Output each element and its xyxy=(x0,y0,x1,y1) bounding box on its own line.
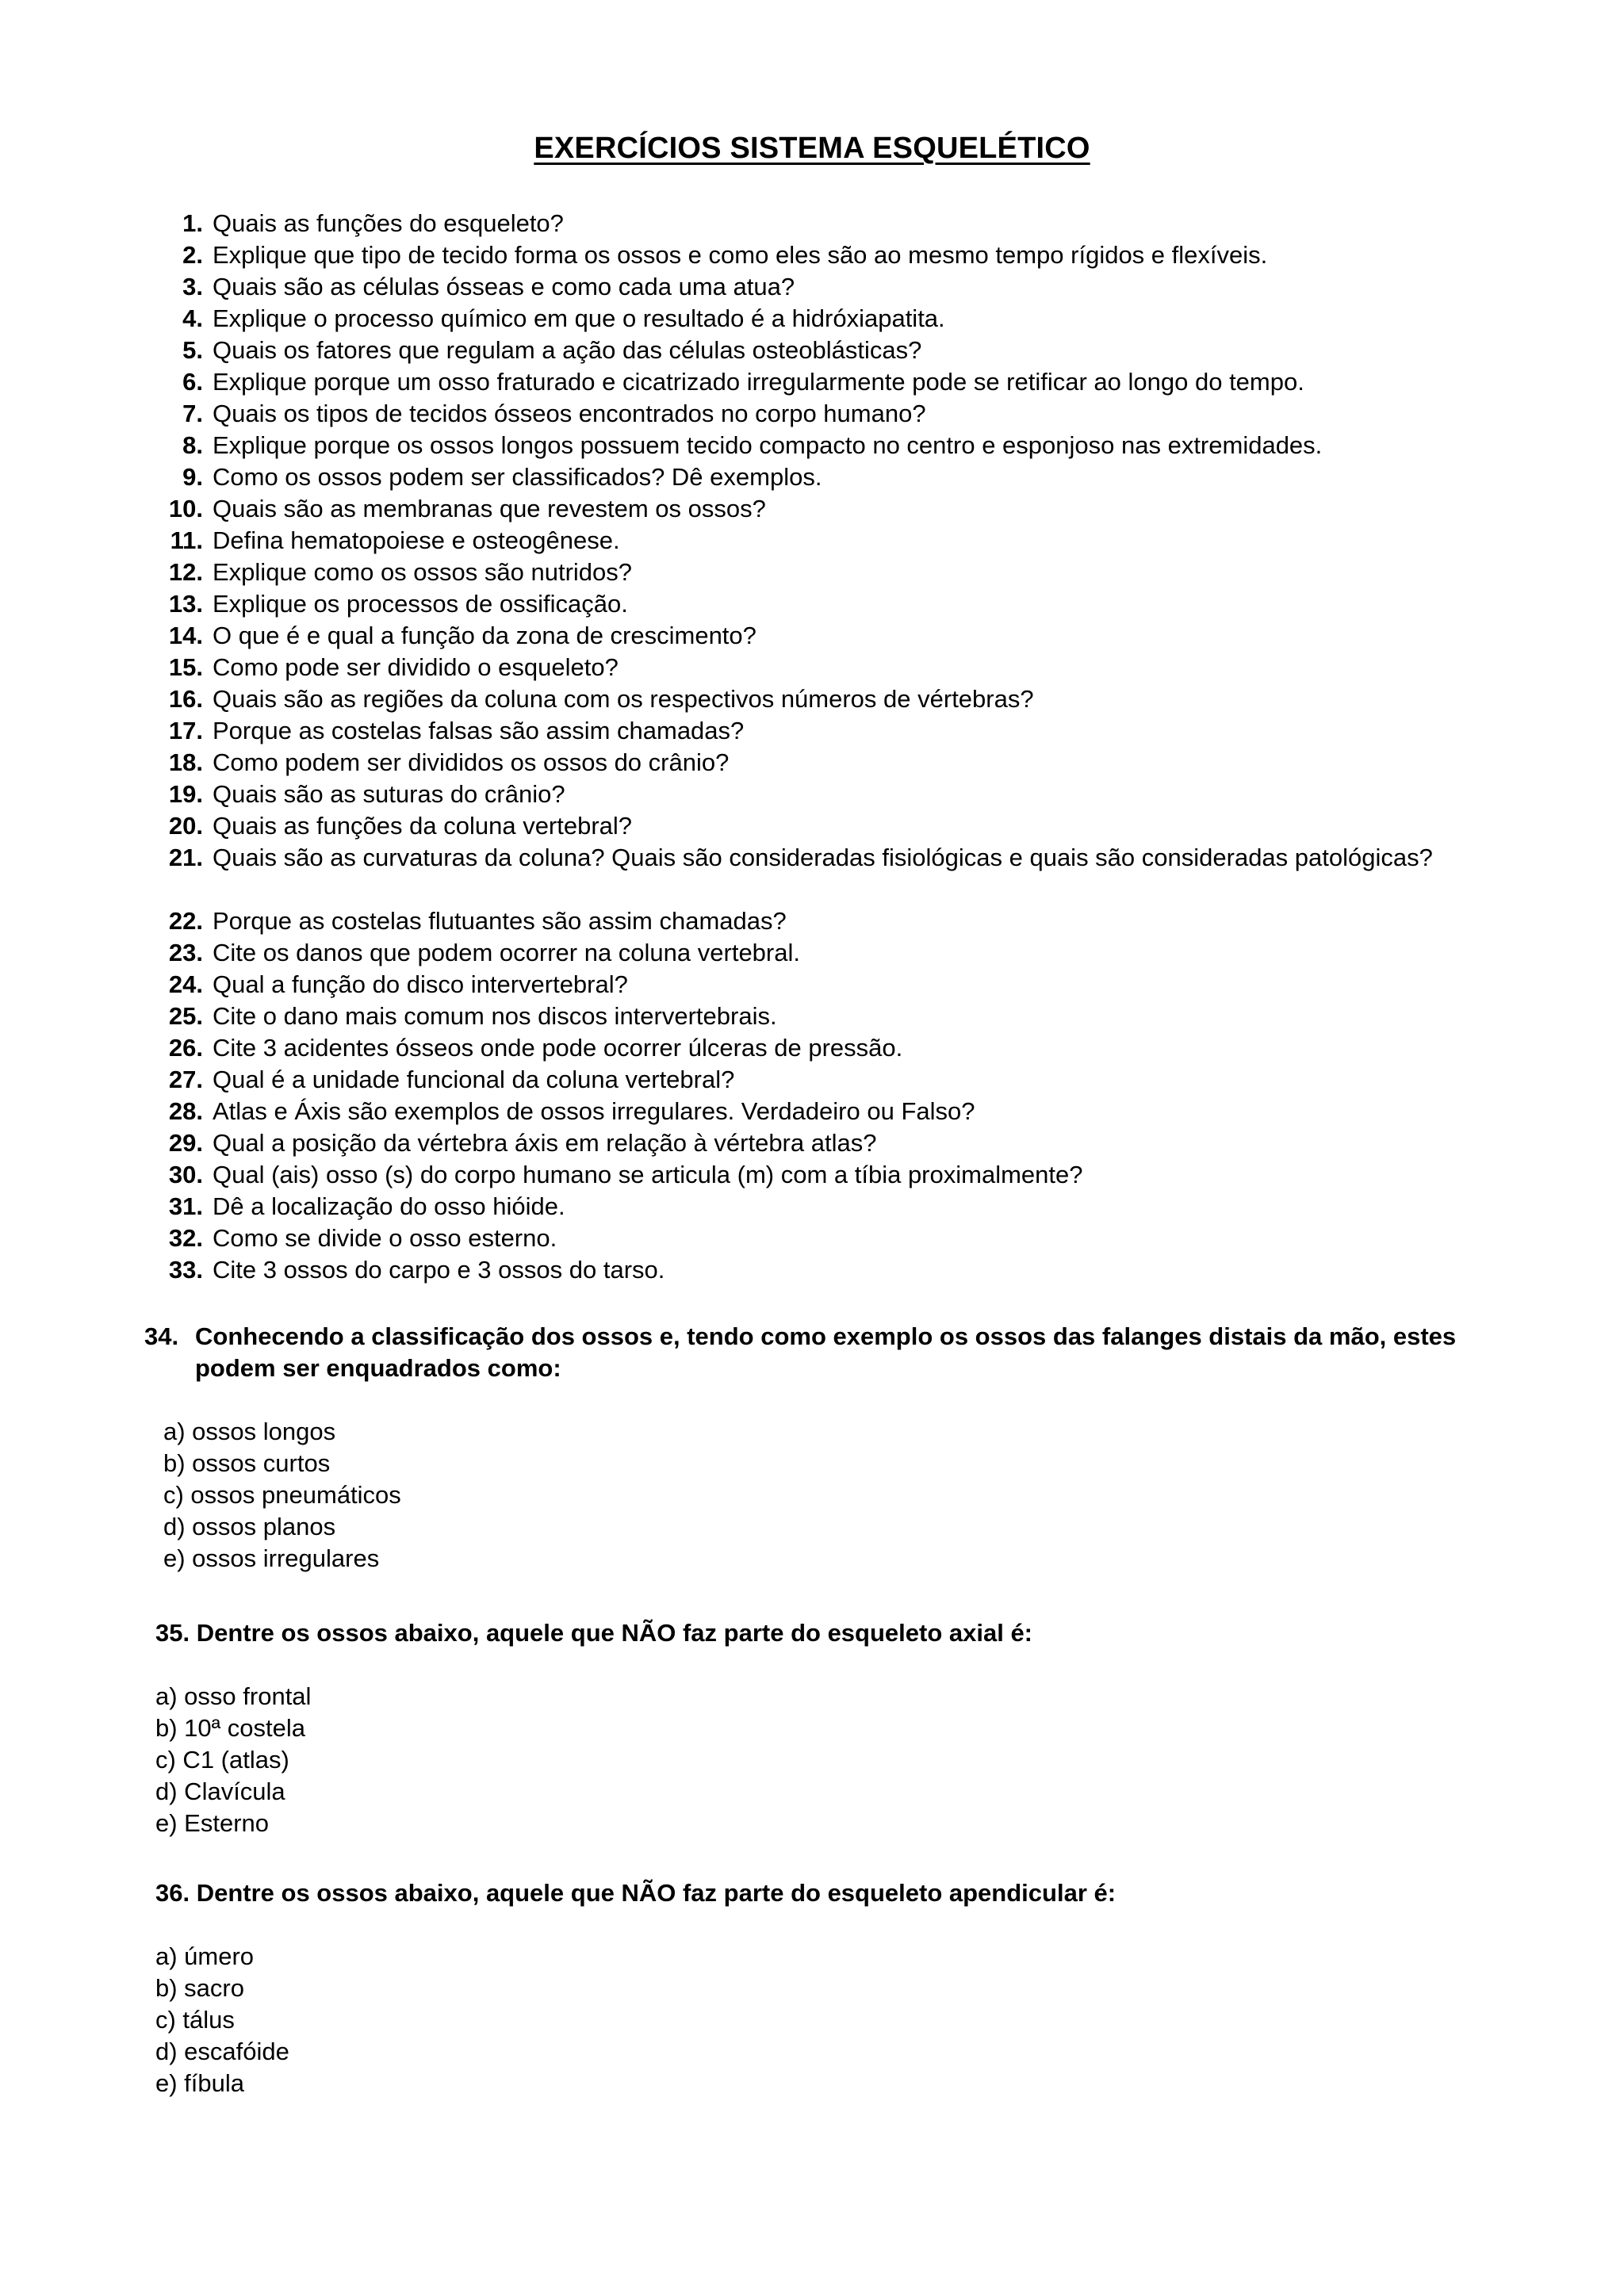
question-number: 8. xyxy=(182,431,203,459)
question-number: 33. xyxy=(168,1256,203,1284)
question-text: Defina hematopoiese e osteogênese. xyxy=(213,526,620,554)
question-35-block xyxy=(155,1617,1503,1839)
question-number: 2. xyxy=(182,241,203,269)
question-number: 27. xyxy=(168,1066,203,1093)
question-number: 26. xyxy=(168,1034,203,1062)
question-item xyxy=(152,335,1484,366)
question-list xyxy=(152,208,1484,1286)
question-text: Cite os danos que podem ocorrer na coluna vertebral. xyxy=(213,939,800,966)
question-text: Cite 3 ossos do carpo e 3 ossos do tarso. xyxy=(213,1256,665,1284)
option-c: c) C1 (atlas) xyxy=(155,1746,289,1774)
question-number: 28. xyxy=(168,1097,203,1125)
question-text: Qual a posição da vértebra áxis em relação à vértebra atlas? xyxy=(213,1129,877,1157)
question-34-options xyxy=(144,1416,1492,1575)
question-text: Dê a localização do osso hióide. xyxy=(213,1192,565,1220)
question-item xyxy=(152,1127,1484,1159)
question-item xyxy=(152,620,1484,652)
question-number: 11. xyxy=(170,526,203,554)
question-number: 23. xyxy=(168,939,203,966)
question-text: Cite 3 acidentes ósseos onde pode ocorrer úlceras de pressão. xyxy=(213,1034,903,1062)
question-text: Como os ossos podem ser classificados? Dê exemplos. xyxy=(213,463,822,491)
question-number: 12. xyxy=(168,558,203,586)
option-e: e) ossos irregulares xyxy=(163,1544,380,1572)
question-number: 22. xyxy=(168,907,203,935)
question-36-stem: 36. Dentre os ossos abaixo, aquele que NÃO faz parte do esqueleto apendicular é: xyxy=(155,1879,1116,1907)
question-item xyxy=(152,1032,1484,1064)
question-text: Quais são as membranas que revestem os ossos? xyxy=(213,495,766,522)
question-number: 10. xyxy=(168,495,203,522)
option-c: c) ossos pneumáticos xyxy=(163,1481,401,1509)
option-a: a) ossos longos xyxy=(163,1418,336,1445)
option-a: a) osso frontal xyxy=(155,1682,312,1710)
question-item xyxy=(152,398,1484,430)
question-item xyxy=(152,525,1484,557)
question-item xyxy=(152,366,1484,398)
question-number: 5. xyxy=(182,336,203,364)
question-item xyxy=(152,747,1484,779)
question-34-number: 34. xyxy=(144,1322,179,1350)
question-item xyxy=(152,557,1484,588)
question-item xyxy=(152,430,1484,461)
question-item xyxy=(152,1254,1484,1286)
question-text: Porque as costelas falsas são assim chamadas? xyxy=(213,717,745,744)
question-number: 18. xyxy=(168,748,203,776)
question-text: O que é e qual a função da zona de crescimento? xyxy=(213,622,756,649)
question-number: 31. xyxy=(168,1192,203,1220)
question-item xyxy=(152,271,1484,303)
page-title: EXERCÍCIOS SISTEMA ESQUELÉTICO xyxy=(534,132,1090,165)
question-item xyxy=(152,1223,1484,1254)
question-number: 30. xyxy=(168,1161,203,1188)
question-text: Explique os processos de ossificação. xyxy=(213,590,628,618)
question-36-block xyxy=(155,1877,1503,2099)
question-text: Como se divide o osso esterno. xyxy=(213,1224,557,1252)
question-text: Porque as costelas flutuantes são assim chamadas? xyxy=(213,907,787,935)
question-item xyxy=(152,652,1484,683)
question-text: Atlas e Áxis são exemplos de ossos irregulares. Verdadeiro ou Falso? xyxy=(213,1097,975,1125)
question-item xyxy=(152,1064,1484,1096)
question-34-block xyxy=(144,1321,1492,1575)
question-number: 20. xyxy=(168,812,203,840)
question-number: 6. xyxy=(182,368,203,396)
question-item xyxy=(152,905,1484,937)
option-b: b) sacro xyxy=(155,1974,244,2002)
question-item xyxy=(152,779,1484,810)
question-number: 14. xyxy=(168,622,203,649)
option-d: d) escafóide xyxy=(155,2038,289,2065)
question-text: Explique como os ossos são nutridos? xyxy=(213,558,633,586)
question-text: Quais os fatores que regulam a ação das células osteoblásticas? xyxy=(213,336,922,364)
question-number: 9. xyxy=(182,463,203,491)
option-b: b) 10ª costela xyxy=(155,1714,305,1742)
question-item xyxy=(152,937,1484,969)
question-text: Quais as funções do esqueleto? xyxy=(213,209,564,237)
question-number: 4. xyxy=(182,304,203,332)
question-text: Explique o processo químico em que o resultado é a hidróxiapatita. xyxy=(213,304,945,332)
question-number: 29. xyxy=(168,1129,203,1157)
question-item xyxy=(152,493,1484,525)
question-item xyxy=(152,969,1484,1001)
question-text: Qual a função do disco intervertebral? xyxy=(213,970,628,998)
question-number: 13. xyxy=(168,590,203,618)
question-text: Qual é a unidade funcional da coluna vertebral? xyxy=(213,1066,735,1093)
question-text: Explique porque um osso fraturado e cicatrizado irregularmente pode se retificar ao longo do tempo. xyxy=(213,368,1304,396)
question-text: Explique porque os ossos longos possuem tecido compacto no centro e esponjoso nas extremidades. xyxy=(213,431,1323,459)
question-text: Quais os tipos de tecidos ósseos encontrados no corpo humano? xyxy=(213,400,926,427)
question-text: Explique que tipo de tecido forma os ossos e como eles são ao mesmo tempo rígidos e flexíveis. xyxy=(213,241,1268,269)
question-text: Quais são as suturas do crânio? xyxy=(213,780,565,808)
question-number: 19. xyxy=(168,780,203,808)
question-36-options xyxy=(155,1941,1503,2099)
question-text: Quais as funções da coluna vertebral? xyxy=(213,812,633,840)
question-item xyxy=(152,1159,1484,1191)
question-number: 21. xyxy=(168,844,203,871)
option-e: e) fíbula xyxy=(155,2069,245,2097)
question-text: Qual (ais) osso (s) do corpo humano se articula (m) com a tíbia proximalmente? xyxy=(213,1161,1083,1188)
question-number: 16. xyxy=(168,685,203,713)
option-d: d) Clavícula xyxy=(155,1777,285,1805)
question-item xyxy=(152,842,1484,905)
question-number: 17. xyxy=(168,717,203,744)
option-d: d) ossos planos xyxy=(163,1513,336,1540)
question-34-text: Conhecendo a classificação dos ossos e, tendo como exemplo os ossos das falanges distais da mão, estes podem ser enquadrados como: xyxy=(195,1322,1457,1382)
question-text: Quais são as células ósseas e como cada uma atua? xyxy=(213,273,795,300)
question-number: 3. xyxy=(182,273,203,300)
question-item xyxy=(152,208,1484,239)
question-number: 24. xyxy=(168,970,203,998)
question-number: 25. xyxy=(168,1002,203,1030)
option-b: b) ossos curtos xyxy=(163,1449,331,1477)
question-item xyxy=(152,1191,1484,1223)
question-35-stem: 35. Dentre os ossos abaixo, aquele que NÃO faz parte do esqueleto axial é: xyxy=(155,1619,1033,1647)
question-item xyxy=(152,1001,1484,1032)
question-text: Quais são as regiões da coluna com os respectivos números de vértebras? xyxy=(213,685,1034,713)
option-e: e) Esterno xyxy=(155,1809,270,1837)
question-34-stem xyxy=(144,1321,1492,1384)
question-text: Cite o dano mais comum nos discos intervertebrais. xyxy=(213,1002,777,1030)
question-number: 1. xyxy=(182,209,203,237)
question-item xyxy=(152,588,1484,620)
question-text: Como pode ser dividido o esqueleto? xyxy=(213,653,619,681)
question-item xyxy=(152,715,1484,747)
question-text: Como podem ser divididos os ossos do crânio? xyxy=(213,748,730,776)
question-35-options xyxy=(155,1681,1503,1839)
option-a: a) úmero xyxy=(155,1942,255,1970)
question-number: 32. xyxy=(168,1224,203,1252)
question-number: 15. xyxy=(168,653,203,681)
question-item xyxy=(152,461,1484,493)
question-item xyxy=(152,303,1484,335)
question-text: Quais são as curvaturas da coluna? Quais são consideradas fisiológicas e quais são consideradas patológicas? xyxy=(213,844,1433,871)
question-item xyxy=(152,683,1484,715)
question-number: 7. xyxy=(182,400,203,427)
question-item xyxy=(152,810,1484,842)
question-item xyxy=(152,1096,1484,1127)
question-item xyxy=(152,239,1484,271)
option-c: c) tálus xyxy=(155,2006,235,2034)
